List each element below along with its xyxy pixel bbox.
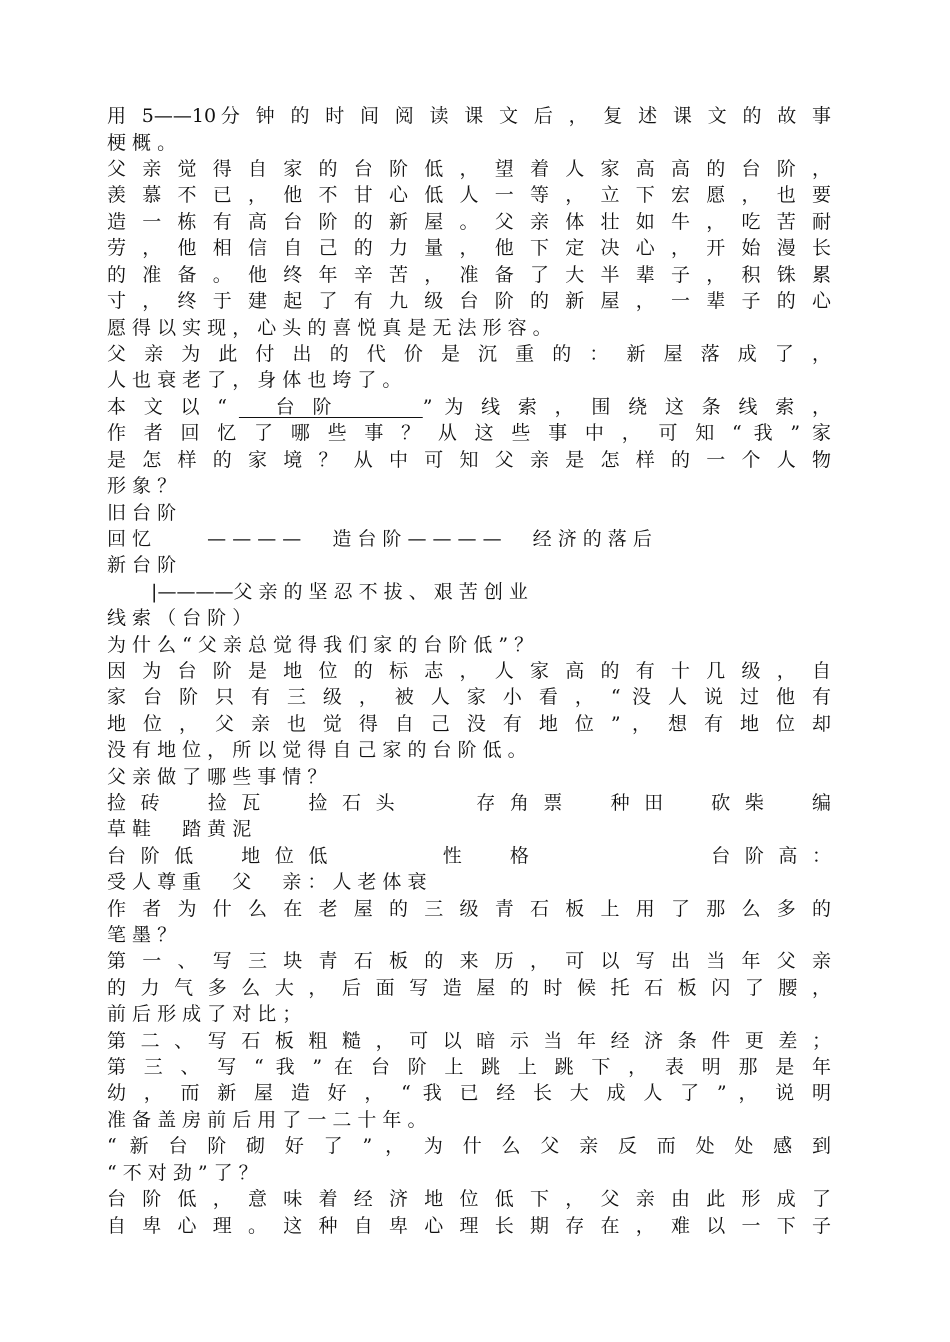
text-line: 羡 慕 不 已 ， 他 不 甘 心 低 人 一 等 ， 立 下 宏 愿 ， 也 要 — [107, 184, 831, 206]
text-line: 自 卑 心 理 。 这 种 自 卑 心 理 长 期 存 在 ， 难 以 一 下 子 — [107, 1215, 831, 1237]
text-line: 受 人 尊 重 父 亲 ： 人 老 体 衰 — [107, 871, 427, 893]
text-line: 父 亲 做 了 哪 些 事 情 ？ — [107, 766, 327, 788]
text-line: 形 象 ？ — [107, 475, 177, 497]
text-line: 线 索 （ 台 阶 ） — [107, 607, 252, 629]
clue-suffix: ” 为 线 索 ， 围 绕 这 条 线 索 ， — [422, 396, 831, 418]
text-line: 幼 ， 而 新 屋 造 好 ， “ 我 已 经 长 大 成 人 了 ” ， 说 明 — [107, 1082, 831, 1104]
text-line: 地 位 ， 父 亲 也 觉 得 自 己 没 有 地 位 ” ， 想 有 地 位 却 — [107, 713, 831, 735]
text-line: 没 有 地 位 ， 所 以 觉 得 自 己 家 的 台 阶 低 。 — [107, 739, 527, 761]
text-line: 旧 台 阶 — [107, 502, 177, 524]
text-line: 寸 ， 终 于 建 起 了 有 九 级 台 阶 的 新 屋 ， 一 辈 子 的 心 — [107, 290, 831, 312]
text-line: 捡 砖 捡 瓦 捡 石 头 存 角 票 种 田 砍 柴 编 — [107, 792, 831, 814]
text-line: 用 5——10分 钟 的 时 间 阅 读 课 文 后 ， 复 述 课 文 的 故 事 — [107, 105, 831, 127]
text-line — [107, 394, 831, 420]
text-line: 梗 概 。 — [107, 132, 177, 154]
text-line: “ 不 对 劲 ” 了 ？ — [107, 1162, 258, 1184]
text-line: 回 忆 — — — — 造 台 阶 — — — — 经 济 的 落 后 — [107, 528, 652, 550]
text-line: 作 者 回 忆 了 哪 些 事 ？ 从 这 些 事 中 ， 可 知 “ 我 ” 家 — [107, 422, 831, 444]
text-line: 父 亲 觉 得 自 家 的 台 阶 低 ， 望 着 人 家 高 高 的 台 阶 ， — [107, 158, 831, 180]
text-line: 劳 ， 他 相 信 自 己 的 力 量 ， 他 下 定 决 心 ， 开 始 漫 长 — [107, 237, 831, 259]
text-line: 因 为 台 阶 是 地 位 的 标 志 ， 人 家 高 的 有 十 几 级 ， 自 — [107, 660, 831, 682]
text-line: 台 阶 低 地 位 低 性 格 台 阶 高 ： — [107, 845, 831, 867]
text-line: 第 一 、 写 三 块 青 石 板 的 来 历 ， 可 以 写 出 当 年 父 亲 — [107, 950, 831, 972]
text-line: 台 阶 低 ， 意 味 着 经 济 地 位 低 下 ， 父 亲 由 此 形 成 了 — [107, 1188, 831, 1210]
text-line: 前 后 形 成 了 对 比 ； — [107, 1003, 302, 1025]
text-line: 人 也 衰 老 了 ， 身 体 也 垮 了 。 — [107, 369, 402, 391]
text-line: 造 一 栋 有 高 台 阶 的 新 屋 。 父 亲 体 壮 如 牛 ， 吃 苦 耐 — [107, 211, 831, 233]
text-line: 为 什 么 “ 父 亲 总 觉 得 我 们 家 的 台 阶 低 ” ？ — [107, 634, 534, 656]
text-line: 第 二 、 写 石 板 粗 糙 ， 可 以 暗 示 当 年 经 济 条 件 更 差 ； — [107, 1030, 831, 1052]
text-line: 的 准 备 。 他 终 年 辛 苦 ， 准 备 了 大 半 辈 子 ， 积 铢 累 — [107, 264, 831, 286]
text-line: 家 台 阶 只 有 三 级 ， 被 人 家 小 看 ， “ 没 人 说 过 他 有 — [107, 686, 831, 708]
text-line: 新 台 阶 — [107, 554, 177, 576]
text-line: 作 者 为 什 么 在 老 屋 的 三 级 青 石 板 上 用 了 那 么 多 的 — [107, 898, 831, 920]
text-line: 的 力 气 多 么 大 ， 后 面 写 造 屋 的 时 候 托 石 板 闪 了 腰 ， — [107, 977, 831, 999]
text-line: “ 新 台 阶 砌 好 了 ” ， 为 什 么 父 亲 反 而 处 处 感 到 — [107, 1135, 831, 1157]
text-line: 准 备 盖 房 前 后 用 了 一 二 十 年 。 — [107, 1109, 427, 1131]
clue-blank-answer: 台 阶 — [238, 396, 423, 418]
text-line: |————父 亲 的 坚 忍 不 拔 、 艰 苦 创 业 — [107, 581, 528, 603]
text-line: 第 三 、 写 “ 我 ” 在 台 阶 上 跳 上 跳 下 ， 表 明 那 是 年 — [107, 1056, 831, 1078]
text-line: 是 怎 样 的 家 境 ？ 从 中 可 知 父 亲 是 怎 样 的 一 个 人 物 — [107, 449, 831, 471]
text-line: 笔 墨 ？ — [107, 924, 177, 946]
text-line: 草 鞋 踏 黄 泥 — [107, 818, 252, 840]
text-line: 愿 得 以 实 现 ， 心 头 的 喜 悦 真 是 无 法 形 容 。 — [107, 317, 552, 339]
clue-prefix: 本 文 以 “ — [107, 396, 239, 418]
text-line: 父 亲 为 此 付 出 的 代 价 是 沉 重 的 ： 新 屋 落 成 了 ， — [107, 343, 831, 365]
